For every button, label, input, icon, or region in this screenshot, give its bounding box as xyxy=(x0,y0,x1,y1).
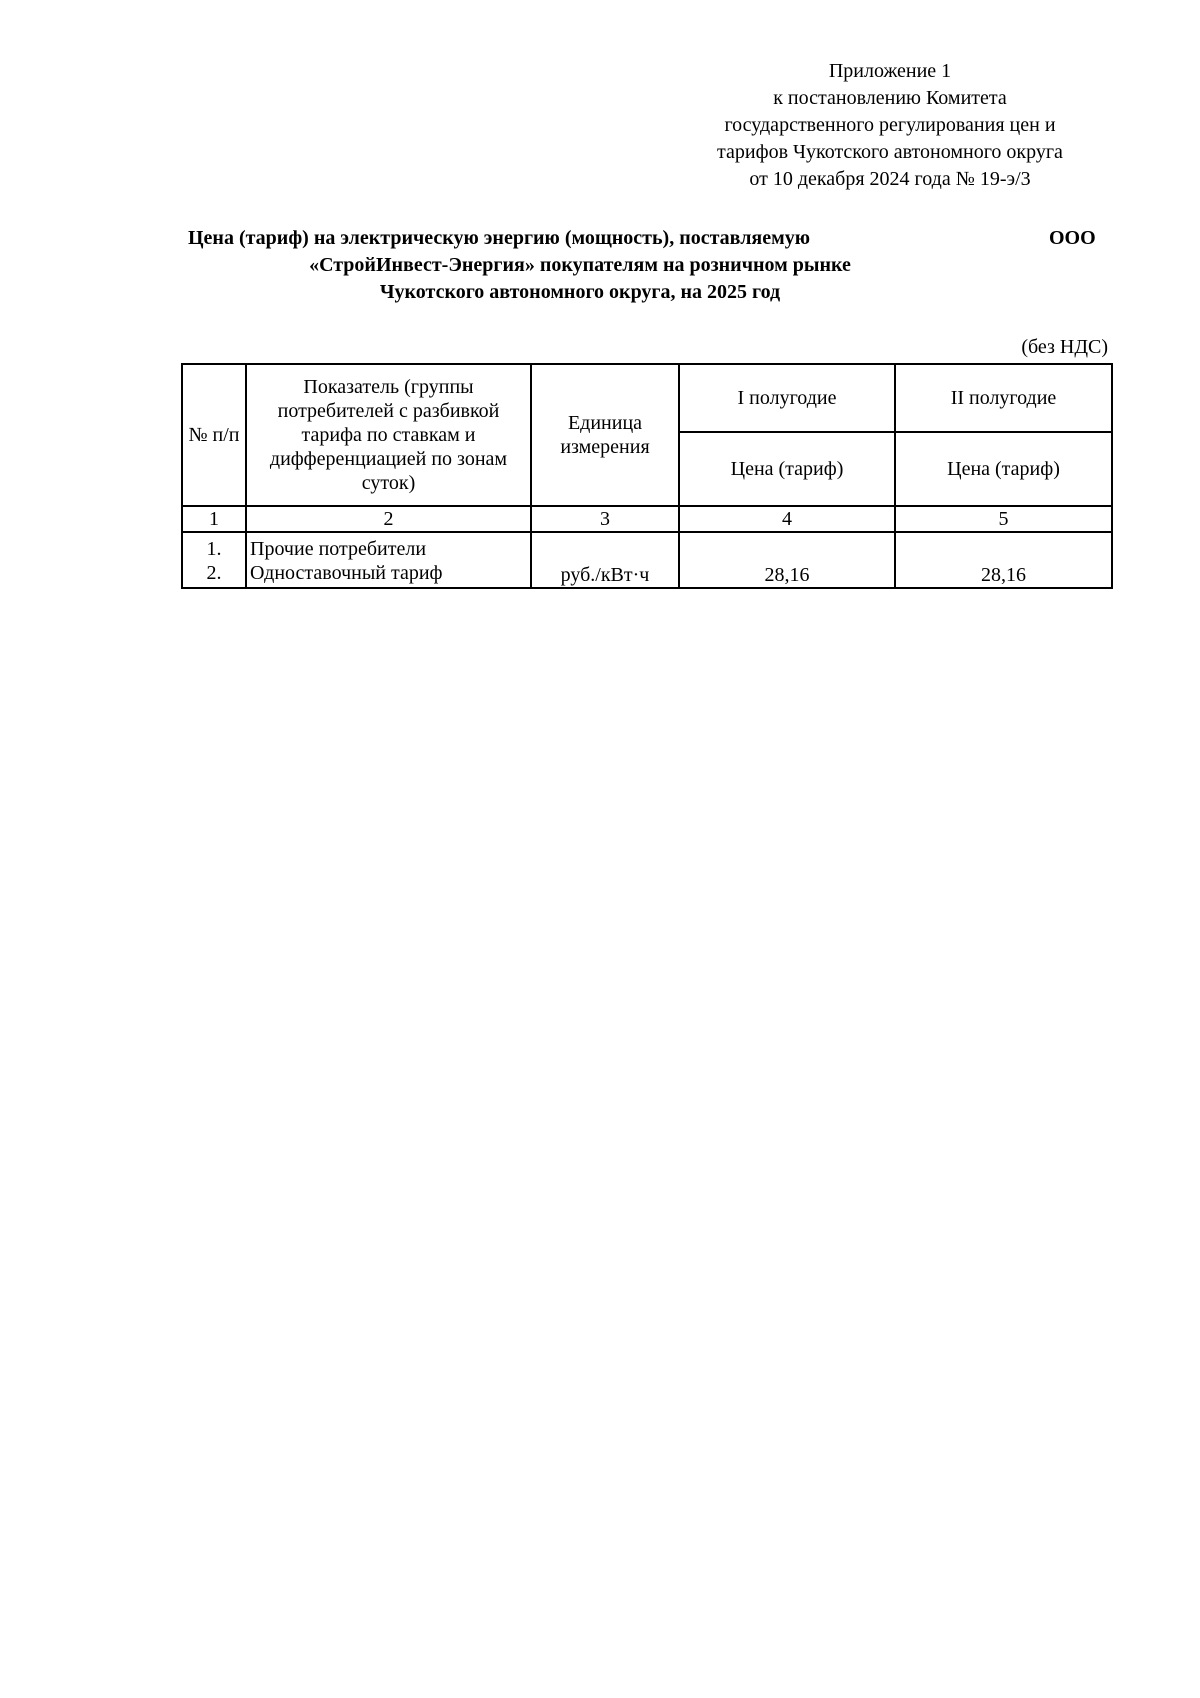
table-row xyxy=(182,532,1112,561)
row-value-half2: 28,16 xyxy=(895,532,1112,588)
vat-note: (без НДС) xyxy=(1021,336,1108,358)
col-number: 1 xyxy=(182,506,246,532)
header-price2: Цена (тариф) xyxy=(895,432,1112,506)
header-row xyxy=(182,364,1112,432)
tariff-table xyxy=(181,363,1113,589)
row-num: 2. xyxy=(182,561,246,588)
col-number: 3 xyxy=(531,506,679,532)
col-number: 4 xyxy=(679,506,895,532)
col-number: 2 xyxy=(246,506,531,532)
row-indicator: Одноставочный тариф xyxy=(246,561,531,588)
title-line-2: «СтройИнвест-Энергия» покупателям на розничном рынке xyxy=(309,254,851,276)
row-indicator: Прочие потребители xyxy=(246,532,531,561)
header-price1: Цена (тариф) xyxy=(679,432,895,506)
header-unit: Единица измерения xyxy=(531,364,679,506)
appendix-line: к постановлению Комитета xyxy=(773,87,1007,109)
col-number: 5 xyxy=(895,506,1112,532)
appendix-line: государственного регулирования цен и xyxy=(724,114,1056,136)
column-numbers-row xyxy=(182,506,1112,532)
title-line-3: Чукотского автономного округа, на 2025 год xyxy=(379,281,781,303)
appendix-block xyxy=(690,58,1090,193)
row-value-half1: 28,16 xyxy=(679,532,895,588)
header-half1: I полугодие xyxy=(679,364,895,432)
header-num: № п/п xyxy=(182,364,246,506)
row-unit: руб./кВт·ч xyxy=(531,532,679,588)
appendix-line: тарифов Чукотского автономного округа xyxy=(717,141,1063,163)
row-num: 1. xyxy=(182,532,246,561)
title-line-1: Цена (тариф) на электрическую энергию (мощность), поставляемую xyxy=(188,227,811,249)
header-indicator: Показатель (группы потребителей с разбивкой тарифа по ставкам и дифференциацией по зонам суток) xyxy=(246,364,531,506)
header-half2: II полугодие xyxy=(895,364,1112,432)
title-line-1-end: ООО xyxy=(1049,227,1096,249)
appendix-line: Приложение 1 xyxy=(828,60,952,82)
appendix-line: от 10 декабря 2024 года № 19-э/3 xyxy=(749,168,1031,190)
